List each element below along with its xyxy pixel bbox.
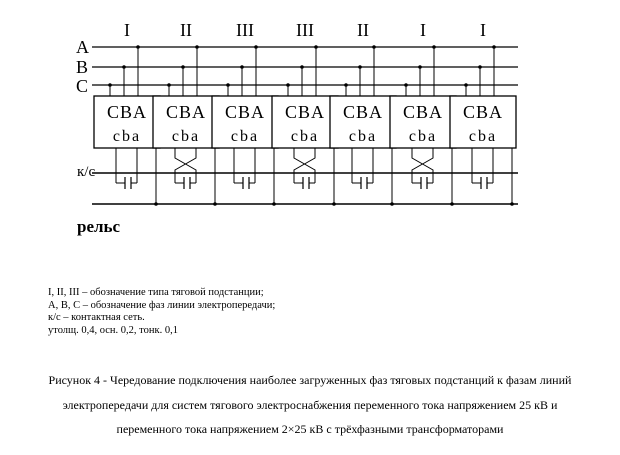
- legend-line: к/с – контактная сеть.: [48, 312, 145, 323]
- substation-type-label: III: [296, 20, 314, 40]
- feeder-line: [412, 148, 433, 173]
- substation-type-label: III: [236, 20, 254, 40]
- substation-type-label: II: [180, 20, 192, 40]
- tap-junction-dot: [195, 45, 199, 49]
- legend-line: I, II, III – обозначение типа тяговой подстанции;: [48, 287, 264, 298]
- contact-network-label: к/с: [77, 164, 96, 180]
- block-upper-label: CBA: [106, 102, 148, 122]
- tap-junction-dot: [464, 83, 468, 87]
- substation-type-label: I: [420, 20, 426, 40]
- rail-junction-dot: [332, 202, 336, 206]
- legend-line: A, B, C – обозначение фаз линии электропередачи;: [48, 299, 276, 311]
- block-upper-label: CBA: [462, 102, 504, 122]
- rail-junction-dot: [510, 202, 514, 206]
- block-upper-label: CBA: [342, 102, 384, 122]
- feeder-line: [175, 148, 196, 173]
- caption-line: переменного тока напряжением 2×25 кВ с трёхфазными трансформаторами: [116, 422, 504, 436]
- rail-junction-dot: [213, 202, 217, 206]
- block-lower-label: cba: [290, 128, 320, 145]
- tap-junction-dot: [167, 83, 171, 87]
- tap-junction-dot: [344, 83, 348, 87]
- caption-line: Рисунок 4 - Чередование подключения наиболее загруженных фаз тяговых подстанций к фазам линий: [48, 373, 572, 387]
- tap-junction-dot: [240, 65, 244, 69]
- feeder-line: [294, 148, 315, 173]
- tap-junction-dot: [226, 83, 230, 87]
- tap-junction-dot: [478, 65, 482, 69]
- rail-junction-dot: [450, 202, 454, 206]
- caption-line: электропередачи для систем тягового электроснабжения переменного тока напряжением 25 кВ и: [62, 397, 558, 412]
- tap-junction-dot: [314, 45, 318, 49]
- substation-type-label: I: [480, 20, 486, 40]
- tap-junction-dot: [418, 65, 422, 69]
- feeder-line: [294, 148, 315, 173]
- rail-junction-dot: [154, 202, 158, 206]
- tap-junction-dot: [286, 83, 290, 87]
- phase-label-a: A: [76, 37, 89, 57]
- tap-junction-dot: [122, 65, 126, 69]
- block-upper-label: CBA: [284, 102, 326, 122]
- block-upper-label: CBA: [224, 102, 266, 122]
- block-lower-label: cba: [171, 128, 201, 145]
- block-lower-label: cba: [408, 128, 438, 145]
- block-lower-label: cba: [230, 128, 260, 145]
- tap-junction-dot: [108, 83, 112, 87]
- block-lower-label: cba: [468, 128, 498, 145]
- tap-junction-dot: [136, 45, 140, 49]
- tap-junction-dot: [300, 65, 304, 69]
- rail-junction-dot: [272, 202, 276, 206]
- block-upper-label: CBA: [165, 102, 207, 122]
- block-lower-label: cba: [112, 128, 142, 145]
- tap-junction-dot: [404, 83, 408, 87]
- tap-junction-dot: [358, 65, 362, 69]
- feeder-line: [412, 148, 433, 173]
- phase-label-b: B: [76, 57, 89, 77]
- tap-junction-dot: [181, 65, 185, 69]
- legend-line: утолщ. 0,4, осн. 0,2, тонк. 0,1: [48, 324, 178, 336]
- tap-junction-dot: [492, 45, 496, 49]
- substation-type-label: I: [124, 20, 130, 40]
- block-lower-label: cba: [348, 128, 378, 145]
- figure-caption: [0, 368, 620, 442]
- substations-group: [94, 20, 516, 206]
- rail-label: рельс: [77, 217, 121, 236]
- rail-junction-dot: [390, 202, 394, 206]
- phase-label-c: C: [76, 76, 89, 96]
- block-upper-label: CBA: [402, 102, 444, 122]
- feeder-line: [175, 148, 196, 173]
- legend: [48, 287, 275, 337]
- substation-type-label: II: [357, 20, 369, 40]
- tap-junction-dot: [372, 45, 376, 49]
- tap-junction-dot: [432, 45, 436, 49]
- tap-junction-dot: [254, 45, 258, 49]
